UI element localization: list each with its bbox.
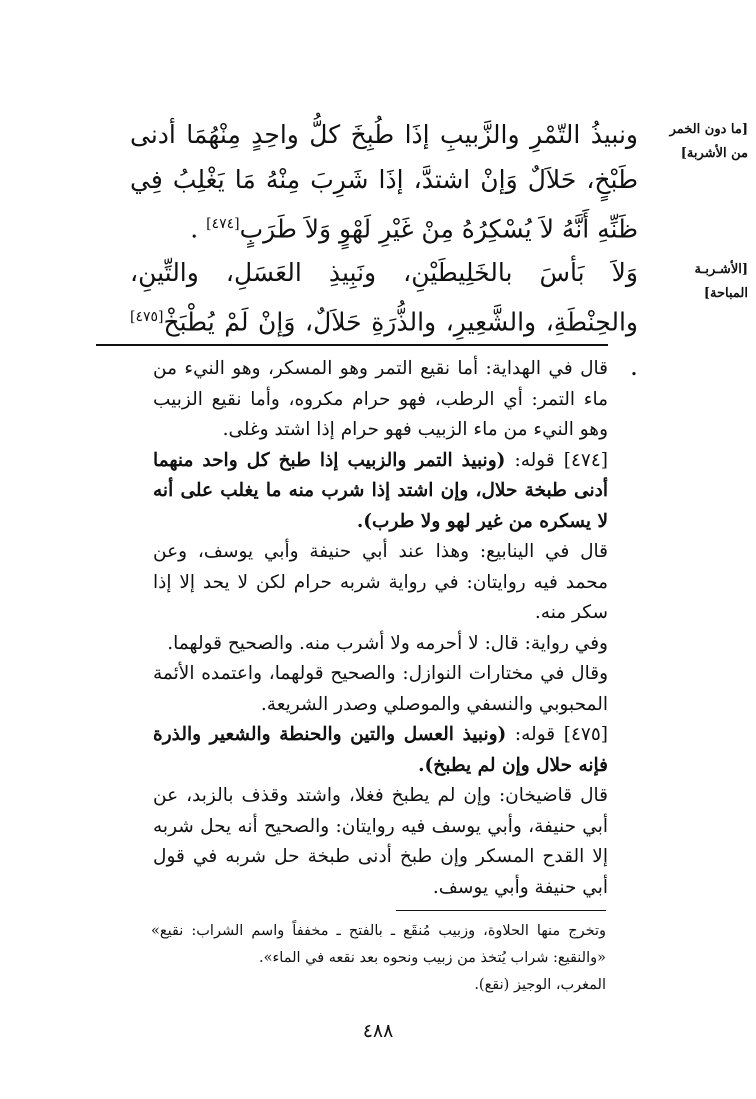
- quote-lead: قوله:: [514, 724, 556, 745]
- quoted-text: (ونبيذ التمر والزبيب إذا طبخ كل واحد منهما أدنى طبخة حلال، وإن اشتد إذا شرب منه ما يغلب على أنه لا يسكره من غير لهو ولا طرب).: [153, 449, 608, 532]
- quote-lead: قوله:: [514, 449, 555, 471]
- main-text: ونبيذُ التّمْرِ والزَّبيبِ إذَا طُبِخَ كلُّ واحِدٍ مِنْهُمَا أدنى طَبْخٍ، حَلاَلٌ وَإنْ اشتدَّ، إذَا شَرِبَ مِنْهُ مَا يَغْلِبُ فِي ظَنِّهِ أَنَّهُ لاَ يُسْكِرُهُ مِنْ غَيْرِ لَهْوٍ وَلاَ طَرَبٍ: [130, 120, 638, 244]
- margin-heading: [ما دون الخمر من الأشربة]: [669, 122, 748, 161]
- commentary-paragraph: قال في الينابيع: وهذا عند أبي حنيفة وأبي يوسف، وعن محمد فيه روايتان: في رواية شربه حرام لكن لا يحد إلا إذا سكر منه.: [153, 541, 608, 623]
- reference-number: [٤٧٤]: [206, 216, 240, 232]
- footnote-line: المغرب، الوجيز (نقع).: [474, 977, 606, 993]
- commentary-reference-paragraph: [153, 446, 608, 538]
- reference-number: [٤٧٥]: [130, 309, 164, 325]
- main-divider: [96, 344, 608, 346]
- commentary-paragraph: وقال في مختارات النوازل: والصحيح قولهما، واعتمده الأئمة المحبوبي والنسفي والموصلي وصدر الشريعة.: [153, 663, 608, 715]
- commentary-paragraph: قال في الهداية: أما نقيع التمر وهو المسكر، وهو النيء من ماء التمر: أي الرطب، فهو حرام مكروه، وأما نقيع الزبيب وهو النيء من ماء الزبيب فهو حرام إذا اشتد وغلى.: [153, 358, 608, 440]
- footnote-divider: [396, 910, 606, 911]
- sentence-end: .: [190, 214, 199, 244]
- page-number: ٤٨٨: [362, 1020, 394, 1042]
- footnote-line: وتخرج منها الحلاوة، وزبيب مُنقَع ـ بالفتح ـ مخففاً واسم الشراب: نقيع» «والنقيع: شراب يُتخذ من زبيب ونحوه بعد نقعه في الماء».: [151, 923, 606, 966]
- footnote-section: [151, 918, 606, 999]
- commentary-reference-paragraph: [153, 720, 608, 781]
- commentary-paragraph: وفي رواية: قال: لا أحرمه ولا أشرب منه. والصحيح قولهما.: [167, 632, 608, 654]
- main-text: وَلاَ بَأسَ بالخَلِيطَيْنِ، ونَبِيذِ العَسَلِ، والتِّينِ، والحِنْطَةِ، والشَّعِيرِ، والذُّرَةِ حَلاَلٌ، وَإنْ لَمْ يُطْبَخْ: [130, 258, 638, 337]
- sentence-end: .: [630, 352, 638, 382]
- margin-heading: [الأشـربـة المباحة]: [694, 262, 748, 301]
- commentary-section: [153, 354, 608, 903]
- commentary-paragraph: قال قاضيخان: وإن لم يطبخ فغلا، واشتد وقذف بالزبد، عن أبي حنيفة، وأبي يوسف فيه روايتان: والصحيح أنه يحل شربه إلا القدح المسكر وإن طبخ أدنى طبخة حل شربه في قول أبي حنيفة وأبي يوسف.: [153, 785, 608, 898]
- main-text-paragraph: [130, 112, 638, 251]
- reference-number: [٤٧٥]: [563, 724, 608, 745]
- reference-number: [٤٧٤]: [563, 449, 609, 471]
- quoted-text: (ونبيذ العسل والتين والحنطة والشعير والذرة فإنه حلال وإن لم يطبخ).: [153, 724, 608, 776]
